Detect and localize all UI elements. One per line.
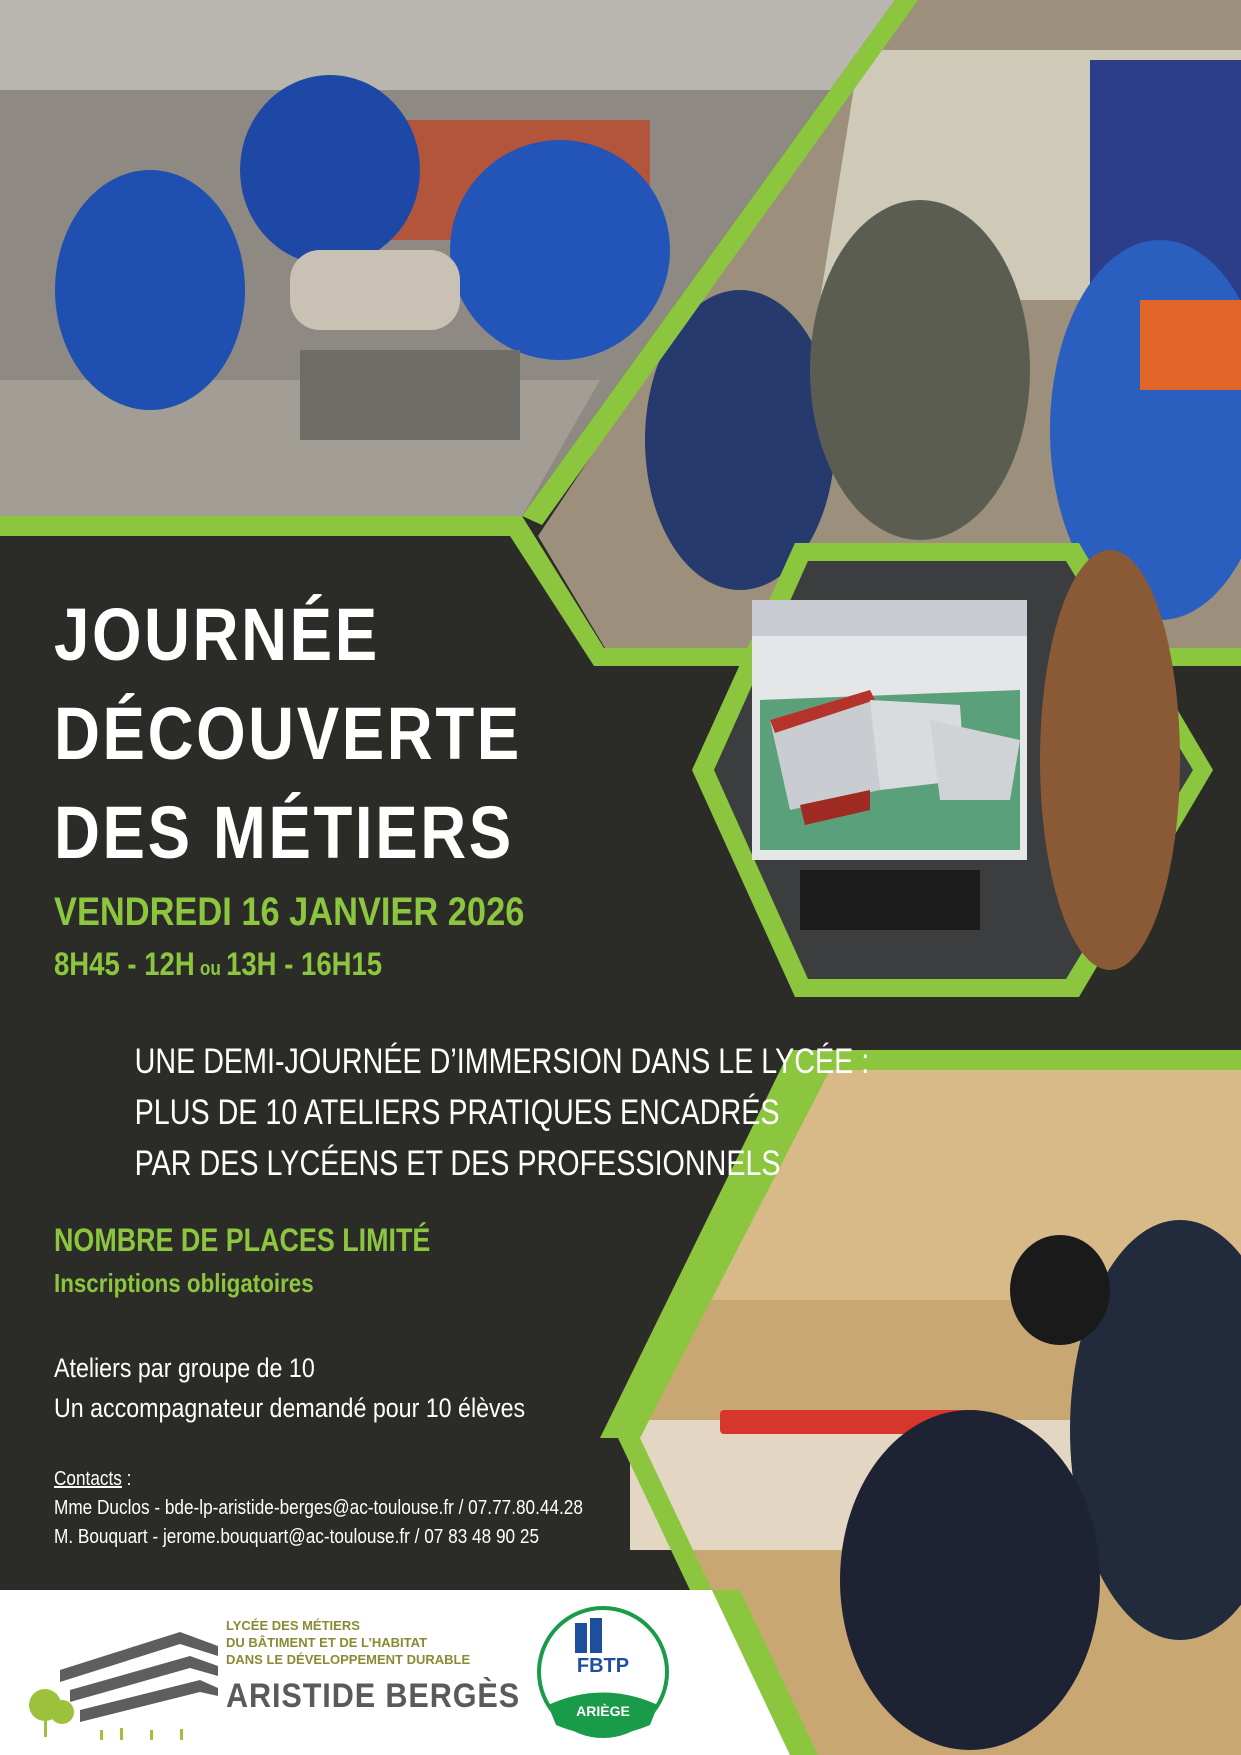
contacts-block	[54, 1465, 583, 1552]
contacts-colon: :	[121, 1468, 132, 1490]
title-line-2: DÉCOUVERTE	[54, 692, 522, 775]
fbtp-logo	[539, 1608, 667, 1736]
places-heading: NOMBRE DE PLACES LIMITÉ	[54, 1222, 431, 1258]
intro-line: PLUS DE 10 ATELIERS PRATIQUES ENCADRÉS	[134, 1093, 780, 1132]
school-logo-line: DANS LE DÉVELOPPEMENT DURABLE	[226, 1652, 471, 1667]
contact-line[interactable]: Mme Duclos - bde-lp-aristide-berges@ac-toulouse.fr / 07.77.80.44.28	[54, 1497, 583, 1519]
workshop-info-line: Ateliers par groupe de 10	[54, 1353, 315, 1383]
school-logo-line: DU BÂTIMENT ET DE L’HABITAT	[226, 1635, 428, 1650]
fbtp-logo-name: FBTP	[576, 1655, 630, 1677]
page-title	[54, 585, 522, 882]
school-logo-subtitle	[226, 1617, 470, 1668]
footer-white	[0, 1590, 790, 1755]
fbtp-logo-region: ARIÈGE	[576, 1703, 630, 1719]
workshop-info-line: Un accompagnateur demandé pour 10 élèves	[54, 1393, 526, 1423]
title-line-3: DES MÉTIERS	[54, 791, 514, 874]
title-line-1: JOURNÉE	[54, 593, 380, 676]
contacts-heading	[54, 1465, 583, 1494]
school-logo-name: ARISTIDE BERGÈS	[226, 1677, 521, 1715]
contact-line[interactable]: M. Bouquart - jerome.bouquart@ac-toulouse.fr / 07 83 48 90 25	[54, 1526, 540, 1548]
intro-text	[135, 1036, 870, 1189]
time-slot-or: ou	[199, 958, 221, 980]
school-logo-line: LYCÉE DES MÉTIERS	[226, 1618, 360, 1633]
time-slot-afternoon: 13H - 16H15	[226, 946, 383, 982]
intro-line: PAR DES LYCÉENS ET DES PROFESSIONNELS	[134, 1144, 781, 1183]
workshop-info	[54, 1348, 525, 1428]
event-hours	[54, 946, 382, 983]
hexagon-cad-photo	[692, 543, 1213, 997]
registration-note: Inscriptions obligatoires	[54, 1268, 314, 1298]
time-slot-morning: 8H45 - 12H	[54, 946, 195, 982]
event-date: VENDREDI 16 JANVIER 2026	[54, 890, 525, 934]
contacts-label: Contacts	[54, 1468, 122, 1490]
intro-line: UNE DEMI-JOURNÉE D’IMMERSION DANS LE LYCÉE :	[134, 1042, 870, 1081]
